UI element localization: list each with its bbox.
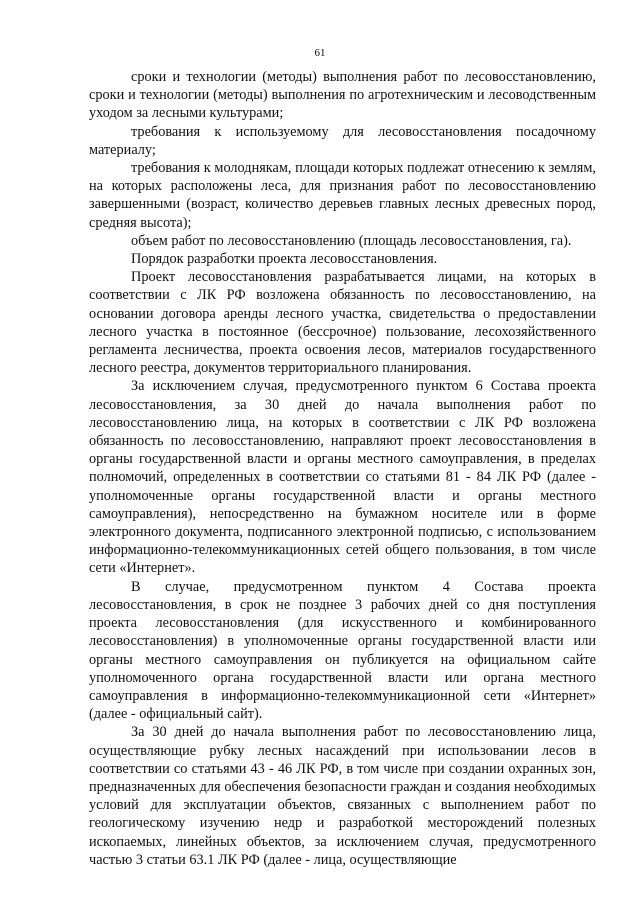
paragraph-work-volume: объем работ по лесовосстановлению (площадь лесовосстановления, га). [131, 232, 572, 249]
page-number: 61 [314, 47, 326, 59]
paragraph-planting-material-requirements: требования к используемому для лесовосстановления посадочному материалу; [89, 123, 596, 158]
paragraph-reforestation-deadlines: сроки и технологии (методы) выполнения работ по лесовосстановлению, сроки и технологии (методы) выполнения по агротехническим и лесоводственным уходом за лесными культурами; [89, 69, 596, 122]
text-body [89, 68, 596, 869]
paragraph-project-publication: В случае, предусмотренном пунктом 4 Состава проекта лесовосстановления, в срок не позднее 3 рабочих дней со дня поступления проекта лесовосстановления (для искусственного и комбинированного лесовосстановления) в уполномоченные органы государственной власти или органы местного самоуправления он публикуется на официальном сайте уполномоченного органа государственной власти или органа местного самоуправления в информационно-телекоммуникационной сети «Интернет» (далее - официальный сайт). [89, 578, 596, 723]
paragraph-project-development: Проект лесовосстановления разрабатывается лицами, на которых в соответствии с ЛК РФ возложена обязанность по лесовосстановлению, на основании договора аренды лесного участка, свидетельства о предоставлении лесного участка в постоянное (бессрочное) пользование, лесохозяйственного регламента лесничества, проекта освоения лесов, материалов государственного лесного реестра, документов территориального планирования. [89, 269, 596, 377]
paragraph-project-submission: За исключением случая, предусмотренного пунктом 6 Состава проекта лесовосстановления, за 30 дней до начала выполнения работ по лесовосстановлению лица, на которых в соответствии с ЛК РФ возложена обязанность по лесовосстановлению, направляют проект лесовосстановления в органы государственной власти и органы местного самоуправления, в пределах полномочий, определенных в соответствии со статьями 81 - 84 ЛК РФ (далее - уполномоченные органы государственной власти и органы местного самоуправления), непосредственно на бумажном носителе или в форме электронного документа, подписанного электронной подписью, с использованием информационно-телекоммуникационных сетей общего пользования, в том числе сети «Интернет». [89, 378, 596, 577]
paragraph-logging-persons: За 30 дней до начала выполнения работ по лесовосстановлению лица, осуществляющие рубку лесных насаждений при использовании лесов в соответствии со статьями 43 - 46 ЛК РФ, в том числе при создании охранных зон, предназначенных для обеспечения безопасности граждан и создания необходимых условий для эксплуатации объектов, связанных с выполнением работ по геологическому изучению недр и разработкой месторождений полезных ископаемых, линейных объектов, за исключением случая, предусмотренного частью 3 статьи 63.1 ЛК РФ (далее - лица, осуществляющие [89, 724, 596, 868]
paragraph-young-stand-requirements: требования к молоднякам, площади которых подлежат отнесению к землям, на которых расположены леса, для признания работ по лесовосстановлению завершенными (возраст, количество деревьев главных лесных древесных пород, средняя высота); [89, 160, 596, 231]
paragraph-development-procedure-heading: Порядок разработки проекта лесовосстановления. [131, 251, 438, 268]
